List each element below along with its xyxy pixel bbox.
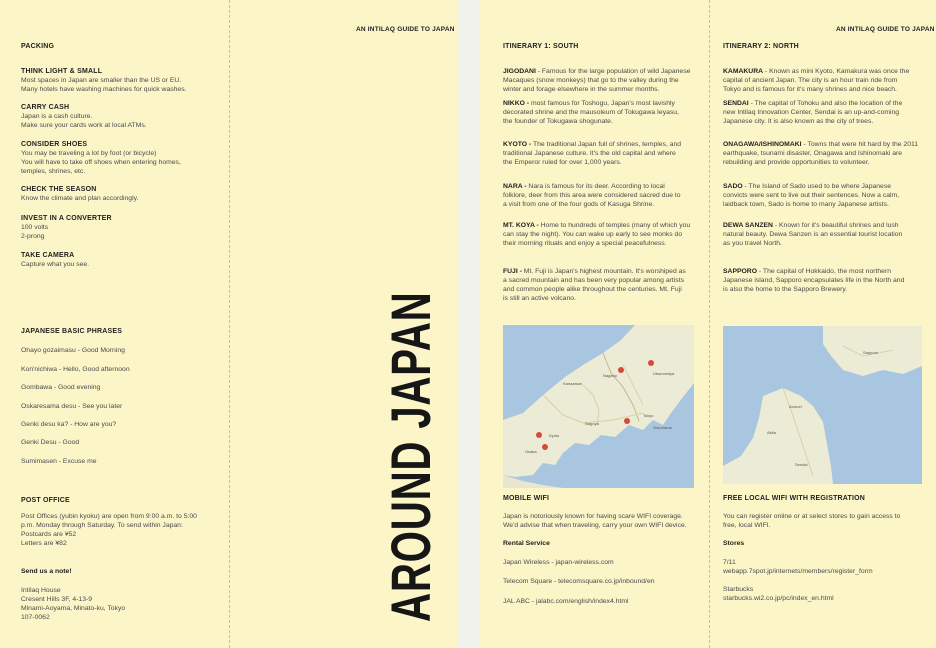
- map-label: Sapporo: [863, 350, 879, 355]
- brand-header: AN INTILAQ GUIDE TO JAPAN: [836, 26, 935, 33]
- phrase-item: Ohayo gozaimasu - Good Morning: [21, 347, 125, 354]
- wifi-line: We'd advise that when traveling, carry your own WIFI device.: [503, 522, 687, 529]
- brand-header: AN INTILAQ GUIDE TO JAPAN: [356, 26, 455, 33]
- phrases-heading: JAPANESE BASIC PHRASES: [21, 328, 123, 335]
- mailing-address: [21, 586, 125, 622]
- place-description: - The Island of Sado used to be where Japanese: [742, 183, 892, 190]
- itinerary-line: laidback town, Sado is home to many Japanese artists.: [723, 201, 889, 208]
- store-entry: [723, 585, 834, 603]
- itinerary-line: is still an active volcano.: [503, 295, 576, 302]
- store-link[interactable]: webapp.7spot.jp/internets/members/register_form: [723, 568, 873, 575]
- place-name: MT. KOYA -: [503, 222, 539, 229]
- itinerary-line: natural beauty. Dewa Sanzen is an essential tourist location: [723, 231, 903, 238]
- packing-item-title: CARRY CASH: [21, 104, 70, 111]
- itinerary-line: winter and forage elsewhere in the summer months.: [503, 86, 660, 93]
- place-description: - Famous for the large population of wild Japanese: [535, 68, 691, 75]
- itinerary-line: [723, 267, 928, 276]
- map-label: Sendai: [795, 462, 808, 467]
- stores-heading: Stores: [723, 540, 745, 547]
- itinerary-line: [503, 67, 708, 76]
- map-label: Tokyo: [643, 413, 654, 418]
- address-line: Intilaq House: [21, 587, 61, 594]
- itinerary-entry: [503, 99, 708, 126]
- place-name: JIGODANI: [503, 68, 536, 75]
- place-name: NIKKO -: [503, 100, 530, 107]
- itinerary-line: capital of ancient Japan. The city is an hour train ride from: [723, 77, 898, 84]
- map-label: Utsunomiya: [653, 371, 675, 376]
- place-description: The traditional Japan full of shrines, temples, and: [531, 141, 682, 148]
- packing-item-text: Make sure your cards work at local ATMs.: [21, 122, 147, 129]
- place-name: ONAGAWA/ISHINOMAKI: [723, 141, 802, 148]
- map-label: Kyoto: [549, 433, 560, 438]
- phrase-item: Sumimasen - Excuse me: [21, 458, 97, 465]
- store-name: Starbucks: [723, 586, 754, 593]
- packing-item-text: 2-prong: [21, 233, 45, 240]
- packing-item-text: Capture what you see.: [21, 261, 90, 268]
- itinerary-entry: [723, 99, 928, 126]
- itinerary-line: the founder of Tokugawa shogunate.: [503, 118, 613, 125]
- map-label: Akita: [767, 430, 776, 435]
- itinerary-entry: [503, 267, 708, 303]
- cover-title-text: AROUND JAPAN: [379, 291, 442, 622]
- note-heading: Send us a note!: [21, 568, 72, 575]
- place-description: Mt. Fuji is Japan's highest mountain. It's worshiped as: [521, 268, 686, 275]
- place-description: Nara is famous for its deer. According to local: [526, 183, 665, 190]
- itinerary-line: [503, 221, 708, 230]
- itinerary-line: traditional Japanese culture. It's the old capital and where: [503, 150, 676, 157]
- map-label: Osaka: [525, 449, 537, 454]
- address-line: 107-0062: [21, 614, 50, 621]
- packing-item-title: TAKE CAMERA: [21, 252, 75, 259]
- place-name: DEWA SANZEN: [723, 222, 773, 229]
- post-line: Postcards are ¥52: [21, 531, 77, 538]
- itinerary-line: the Emperor ruled for over 1,000 years.: [503, 159, 622, 166]
- itinerary-line: rebuilding and provide opportunities to volunteer.: [723, 159, 870, 166]
- itinerary-line: folklore, deer from this area were considered sacred due to: [503, 192, 681, 199]
- itinerary-line: [503, 182, 708, 191]
- place-description: - Towns that were hit hard by the 2011: [801, 141, 919, 148]
- itinerary-line: a sacred mountain and has been very popular among artists: [503, 277, 684, 284]
- place-description: most famous for Toshogu, Japan's most lavishly: [529, 100, 675, 107]
- mobile-wifi-text: [503, 512, 703, 530]
- packing-item-text: You will have to take off shoes when entering homes,: [21, 159, 181, 166]
- map-label: Yokohama: [653, 425, 672, 430]
- south-heading: ITINERARY 1: SOUTH: [503, 43, 579, 50]
- rental-link[interactable]: Telecom Square - telecomsquare.co.jp/inbound/en: [503, 578, 655, 585]
- place-description: - Known for it's beautiful shrines and lush: [772, 222, 899, 229]
- rental-link[interactable]: JAL ABC - jalabc.com/english/index4.html: [503, 598, 629, 605]
- itinerary-line: [503, 140, 708, 149]
- itinerary-entry: [723, 140, 928, 167]
- packing-item-text: temples, shrines, etc.: [21, 168, 86, 175]
- post-office-text: [21, 512, 231, 548]
- map-label: Nagano: [603, 373, 618, 378]
- packing-item-text: Know the climate and plan accordingly.: [21, 195, 139, 202]
- itinerary-line: decorated shrine and the mausoleum of Tokugawa Ieyasu,: [503, 109, 679, 116]
- place-name: SADO: [723, 183, 743, 190]
- north-heading: ITINERARY 2: NORTH: [723, 43, 799, 50]
- store-entry: [723, 558, 873, 576]
- itinerary-entry: [723, 67, 928, 94]
- packing-item: [21, 252, 221, 269]
- packing-item: [21, 186, 221, 203]
- itinerary-line: earthquake, tsunami disaster, Onagawa and Ishinomaki are: [723, 150, 903, 157]
- itinerary-line: [723, 99, 928, 108]
- itinerary-entry: [503, 182, 708, 209]
- center-gutter: [458, 0, 480, 648]
- rental-heading: Rental Service: [503, 540, 550, 547]
- packing-item-text: Many hotels have washing machines for quick washes.: [21, 86, 187, 93]
- place-description: Home to hundreds of temples (many of which you: [538, 222, 691, 229]
- packing-heading: PACKING: [21, 43, 55, 50]
- itinerary-line: [723, 182, 928, 191]
- itinerary-entry: [723, 182, 928, 209]
- north-japan-map: [723, 326, 922, 484]
- post-line: Letters are ¥82: [21, 540, 67, 547]
- place-description: - Known as mini Kyoto, Kamakura was once the: [763, 68, 910, 75]
- phrase-item: Kon'nichiwa - Hello, Good afternoon: [21, 366, 130, 373]
- itinerary-line: [723, 67, 928, 76]
- free-wifi-text: [723, 512, 923, 530]
- itinerary-line: Japanese island, Sapporo encapsulates life in the North and: [723, 277, 905, 284]
- itinerary-line: as you travel North.: [723, 240, 782, 247]
- itinerary-line: new Intilaq Innovation Center, Sendai is an up-and-coming: [723, 109, 900, 116]
- packing-item-text: You may be traveling a lot by foot (or bicycle): [21, 150, 157, 157]
- itinerary-entry: [503, 140, 708, 167]
- packing-item-text: 100 volts: [21, 224, 49, 231]
- itinerary-line: Macaques (snow monkeys) that go to the valley during the: [503, 77, 679, 84]
- itinerary-line: [723, 221, 928, 230]
- itinerary-line: a visit from one of the four gods of Kasuga Shrine.: [503, 201, 655, 208]
- itinerary-line: [503, 99, 708, 108]
- free-wifi-heading: FREE LOCAL WIFI WITH REGISTRATION: [723, 495, 866, 502]
- wifi-line: Japan is notoriously known for having scare WIFI coverage.: [503, 513, 683, 520]
- place-description: - The capital of Tohoku and also the location of the: [748, 100, 903, 107]
- fold-line: [229, 0, 230, 648]
- phrase-item: Gombawa - Good evening: [21, 384, 101, 391]
- place-description: - The capital of Hokkaido, the most northern: [757, 268, 891, 275]
- rental-link[interactable]: Japan Wireless - japan-wireless.com: [503, 559, 614, 566]
- phrase-item: Genki desu ka? - How are you?: [21, 421, 117, 428]
- map-label: Kanazawa: [563, 381, 582, 386]
- place-name: SENDAI: [723, 100, 749, 107]
- itinerary-line: can stay the night). You can wake up early to see monks do: [503, 231, 683, 238]
- packing-item-title: CONSIDER SHOES: [21, 141, 88, 148]
- packing-item-title: INVEST IN A CONVERTER: [21, 215, 112, 222]
- map-label: Aomori: [789, 404, 802, 409]
- post-office-heading: POST OFFICE: [21, 497, 70, 504]
- mobile-wifi-heading: MOBILE WIFI: [503, 495, 550, 502]
- south-japan-map: [503, 325, 694, 488]
- itinerary-line: is also the home to the Sapporo Brewery.: [723, 286, 848, 293]
- place-name: KYOTO -: [503, 141, 532, 148]
- itinerary-line: [503, 267, 708, 276]
- free-wifi-line: free, local WIFI.: [723, 522, 771, 529]
- packing-item-text: Most spaces in Japan are smaller than the US or EU.: [21, 77, 182, 84]
- place-name: SAPPORO: [723, 268, 757, 275]
- packing-item-title: CHECK THE SEASON: [21, 186, 97, 193]
- itinerary-line: [723, 140, 928, 149]
- itinerary-entry: [503, 67, 708, 94]
- cover-title: [378, 163, 443, 622]
- store-link[interactable]: starbucks.wi2.co.jp/pc/index_en.html: [723, 595, 834, 602]
- address-line: Cresent Hills 3F, 4-13-9: [21, 596, 93, 603]
- itinerary-line: convicts were sent to live out their sentences. Now a calm,: [723, 192, 900, 199]
- packing-item-title: THINK LIGHT & SMALL: [21, 68, 103, 75]
- itinerary-line: Tokyo and is famous for it's many shrines and nice beach.: [723, 86, 897, 93]
- itinerary-line: Japanese city. It is also known as the city of trees.: [723, 118, 874, 125]
- packing-item-text: Japan is a cash culture.: [21, 113, 93, 120]
- itinerary-line: their morning rituals and enjoy a special peacefulness.: [503, 240, 667, 247]
- place-name: KAMAKURA: [723, 68, 764, 75]
- packing-item: [21, 215, 221, 241]
- address-line: Minami-Aoyama, Minato-ku, Tokyo: [21, 605, 126, 612]
- fold-line: [709, 0, 710, 648]
- post-line: p.m. Monday through Saturday. To send within Japan:: [21, 522, 183, 529]
- place-name: NARA -: [503, 183, 527, 190]
- packing-item: [21, 141, 221, 176]
- map-label: Nagoya: [585, 421, 599, 426]
- place-name: FUJI -: [503, 268, 522, 275]
- post-line: Post Offices (yubin kyoku) are open from 9:00 a.m. to 5:00: [21, 513, 197, 520]
- free-wifi-line: You can register online or at select stores to gain access to: [723, 513, 901, 520]
- phrase-item: Oskaresama desu - See you later: [21, 403, 123, 410]
- store-name: 7/11: [723, 559, 736, 566]
- itinerary-entry: [723, 267, 928, 294]
- packing-item: [21, 104, 221, 130]
- itinerary-line: and common people alike throughout the centuries. Mt. Fuji: [503, 286, 682, 293]
- itinerary-entry: [723, 221, 928, 248]
- itinerary-entry: [503, 221, 708, 248]
- phrase-item: Genki Desu - Good: [21, 439, 80, 446]
- packing-item: [21, 68, 221, 94]
